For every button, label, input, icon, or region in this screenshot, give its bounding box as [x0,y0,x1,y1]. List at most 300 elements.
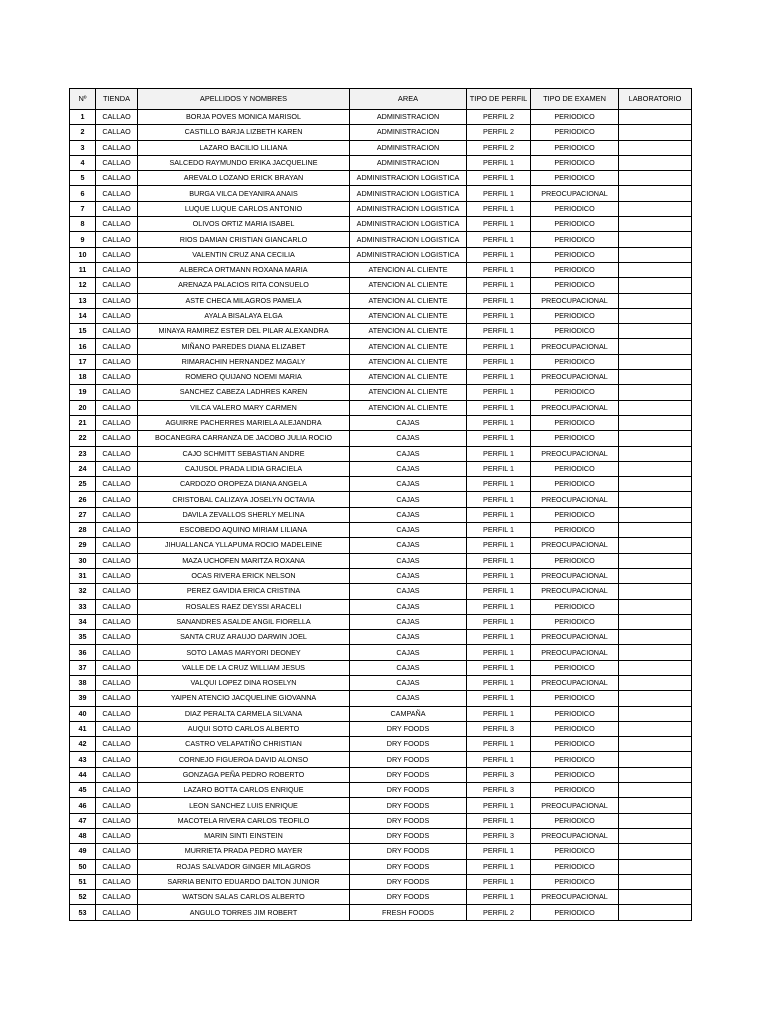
header-tipo-perfil: TIPO DE PERFIL [467,89,531,110]
cell-perfil: PERFIL 1 [467,400,531,415]
cell-examen: PREOCUPACIONAL [531,370,619,385]
table-row [70,630,692,645]
cell-name: MACOTELA RIVERA CARLOS TEOFILO [138,813,350,828]
cell-perfil: PERFIL 1 [467,553,531,568]
table-row [70,339,692,354]
table-row [70,186,692,201]
table-row [70,568,692,583]
cell-examen: PREOCUPACIONAL [531,645,619,660]
cell-perfil: PERFIL 1 [467,675,531,690]
cell-laboratorio [619,737,692,752]
cell-number: 36 [70,645,96,660]
cell-number: 16 [70,339,96,354]
cell-number: 47 [70,813,96,828]
cell-tienda: CALLAO [96,262,138,277]
cell-tienda: CALLAO [96,431,138,446]
cell-name: CASTRO VELAPATIÑO CHRISTIAN [138,737,350,752]
cell-laboratorio [619,477,692,492]
cell-name: DIAZ PERALTA CARMELA SILVANA [138,706,350,721]
table-row [70,828,692,843]
cell-area: ATENCION AL CLIENTE [350,354,467,369]
cell-area: DRY FOODS [350,798,467,813]
cell-laboratorio [619,752,692,767]
cell-name: VALQUI LOPEZ DINA ROSELYN [138,675,350,690]
table-row [70,370,692,385]
cell-area: FRESH FOODS [350,905,467,920]
cell-number: 32 [70,584,96,599]
cell-tienda: CALLAO [96,247,138,262]
cell-name: CAJO SCHMITT SEBASTIAN ANDRE [138,446,350,461]
cell-laboratorio [619,110,692,125]
cell-name: ROSALES RAEZ DEYSSI ARACELI [138,599,350,614]
cell-tienda: CALLAO [96,155,138,170]
cell-examen: PERIODICO [531,783,619,798]
cell-laboratorio [619,415,692,430]
cell-name: ROJAS SALVADOR GINGER MILAGROS [138,859,350,874]
cell-tienda: CALLAO [96,492,138,507]
cell-perfil: PERFIL 1 [467,339,531,354]
cell-examen: PERIODICO [531,140,619,155]
cell-perfil: PERFIL 1 [467,324,531,339]
cell-name: ROMERO QUIJANO NOEMI MARIA [138,370,350,385]
cell-perfil: PERFIL 1 [467,461,531,476]
cell-area: DRY FOODS [350,844,467,859]
cell-number: 24 [70,461,96,476]
cell-area: ADMINISTRACION [350,155,467,170]
cell-tienda: CALLAO [96,874,138,889]
cell-area: DRY FOODS [350,721,467,736]
cell-laboratorio [619,400,692,415]
cell-perfil: PERFIL 1 [467,706,531,721]
cell-area: CAJAS [350,630,467,645]
cell-examen: PERIODICO [531,553,619,568]
cell-examen: PERIODICO [531,721,619,736]
table-row [70,446,692,461]
table-row [70,507,692,522]
cell-examen: PREOCUPACIONAL [531,339,619,354]
table-row [70,844,692,859]
cell-examen: PREOCUPACIONAL [531,400,619,415]
cell-perfil: PERFIL 1 [467,370,531,385]
cell-name: GONZAGA PEÑA PEDRO ROBERTO [138,767,350,782]
cell-perfil: PERFIL 1 [467,477,531,492]
cell-laboratorio [619,507,692,522]
cell-tienda: CALLAO [96,538,138,553]
cell-examen: PERIODICO [531,171,619,186]
cell-number: 45 [70,783,96,798]
cell-tienda: CALLAO [96,614,138,629]
cell-examen: PERIODICO [531,614,619,629]
cell-name: SARRIA BENITO EDUARDO DALTON JUNIOR [138,874,350,889]
cell-number: 41 [70,721,96,736]
cell-perfil: PERFIL 1 [467,568,531,583]
cell-tienda: CALLAO [96,599,138,614]
cell-area: DRY FOODS [350,813,467,828]
cell-area: ATENCION AL CLIENTE [350,324,467,339]
cell-number: 12 [70,278,96,293]
cell-laboratorio [619,874,692,889]
cell-perfil: PERFIL 1 [467,844,531,859]
cell-laboratorio [619,553,692,568]
cell-area: ATENCION AL CLIENTE [350,370,467,385]
cell-tienda: CALLAO [96,584,138,599]
cell-perfil: PERFIL 2 [467,125,531,140]
cell-examen: PERIODICO [531,859,619,874]
cell-area: ATENCION AL CLIENTE [350,339,467,354]
table-row [70,553,692,568]
cell-perfil: PERFIL 1 [467,645,531,660]
cell-tienda: CALLAO [96,767,138,782]
cell-examen: PERIODICO [531,247,619,262]
cell-perfil: PERFIL 1 [467,354,531,369]
cell-laboratorio [619,125,692,140]
cell-perfil: PERFIL 1 [467,385,531,400]
cell-examen: PREOCUPACIONAL [531,446,619,461]
cell-tienda: CALLAO [96,293,138,308]
header-apellidos-nombres: APELLIDOS Y NOMBRES [138,89,350,110]
cell-area: CAJAS [350,691,467,706]
cell-number: 39 [70,691,96,706]
cell-name: RIOS DAMIAN CRISTIAN GIANCARLO [138,232,350,247]
cell-examen: PERIODICO [531,232,619,247]
cell-name: RIMARACHIN HERNANDEZ MAGALY [138,354,350,369]
cell-area: DRY FOODS [350,783,467,798]
cell-name: LAZARO BOTTA CARLOS ENRIQUE [138,783,350,798]
cell-name: ESCOBEDO AQUINO MIRIAM LILIANA [138,523,350,538]
cell-perfil: PERFIL 1 [467,798,531,813]
cell-number: 22 [70,431,96,446]
cell-area: ATENCION AL CLIENTE [350,262,467,277]
cell-laboratorio [619,538,692,553]
cell-tienda: CALLAO [96,308,138,323]
cell-number: 2 [70,125,96,140]
cell-tienda: CALLAO [96,752,138,767]
cell-number: 21 [70,415,96,430]
cell-area: CAJAS [350,675,467,690]
cell-name: CAJUSOL PRADA LIDIA GRACIELA [138,461,350,476]
table-row [70,675,692,690]
cell-number: 17 [70,354,96,369]
cell-number: 46 [70,798,96,813]
cell-tienda: CALLAO [96,186,138,201]
cell-tienda: CALLAO [96,400,138,415]
cell-laboratorio [619,293,692,308]
cell-tienda: CALLAO [96,110,138,125]
cell-laboratorio [619,584,692,599]
cell-tienda: CALLAO [96,813,138,828]
table-row [70,171,692,186]
table-row [70,767,692,782]
table-row [70,385,692,400]
table-row [70,614,692,629]
cell-examen: PERIODICO [531,461,619,476]
cell-tienda: CALLAO [96,201,138,216]
cell-examen: PERIODICO [531,477,619,492]
cell-name: OLIVOS ORTIZ MARIA ISABEL [138,217,350,232]
table-row [70,140,692,155]
cell-area: ATENCION AL CLIENTE [350,278,467,293]
cell-name: DAVILA ZEVALLOS SHERLY MELINA [138,507,350,522]
cell-perfil: PERFIL 1 [467,660,531,675]
cell-tienda: CALLAO [96,568,138,583]
cell-examen: PERIODICO [531,385,619,400]
cell-laboratorio [619,155,692,170]
cell-perfil: PERFIL 1 [467,431,531,446]
cell-number: 13 [70,293,96,308]
cell-area: ADMINISTRACION LOGISTICA [350,232,467,247]
table-row [70,308,692,323]
table-row [70,125,692,140]
cell-examen: PREOCUPACIONAL [531,186,619,201]
table-header [70,89,692,110]
cell-perfil: PERFIL 1 [467,614,531,629]
header-number: Nº [70,89,96,110]
cell-laboratorio [619,523,692,538]
cell-name: CARDOZO OROPEZA DIANA ANGELA [138,477,350,492]
cell-number: 50 [70,859,96,874]
table-row [70,155,692,170]
cell-perfil: PERFIL 3 [467,767,531,782]
cell-tienda: CALLAO [96,798,138,813]
cell-number: 4 [70,155,96,170]
cell-name: MIÑANO PAREDES DIANA ELIZABET [138,339,350,354]
cell-perfil: PERFIL 1 [467,186,531,201]
table-row [70,201,692,216]
cell-name: VALENTIN CRUZ ANA CECILIA [138,247,350,262]
cell-area: ADMINISTRACION [350,140,467,155]
cell-number: 10 [70,247,96,262]
cell-area: ADMINISTRACION LOGISTICA [350,247,467,262]
cell-area: CAJAS [350,645,467,660]
cell-laboratorio [619,247,692,262]
cell-tienda: CALLAO [96,737,138,752]
cell-laboratorio [619,446,692,461]
cell-name: AREVALO LOZANO ERICK BRAYAN [138,171,350,186]
cell-examen: PREOCUPACIONAL [531,798,619,813]
cell-laboratorio [619,767,692,782]
table-body [70,110,692,921]
table-row [70,247,692,262]
cell-name: WATSON SALAS CARLOS ALBERTO [138,890,350,905]
cell-laboratorio [619,798,692,813]
cell-area: ATENCION AL CLIENTE [350,293,467,308]
cell-laboratorio [619,232,692,247]
cell-number: 28 [70,523,96,538]
cell-laboratorio [619,370,692,385]
cell-area: CAJAS [350,523,467,538]
cell-name: YAIPEN ATENCIO JACQUELINE GIOVANNA [138,691,350,706]
cell-tienda: CALLAO [96,232,138,247]
cell-perfil: PERFIL 2 [467,110,531,125]
cell-tienda: CALLAO [96,905,138,920]
cell-examen: PREOCUPACIONAL [531,675,619,690]
cell-laboratorio [619,186,692,201]
header-tienda: TIENDA [96,89,138,110]
cell-name: CASTILLO BARJA LIZBETH KAREN [138,125,350,140]
cell-perfil: PERFIL 2 [467,905,531,920]
cell-name: MARIN SINTI EINSTEIN [138,828,350,843]
cell-number: 53 [70,905,96,920]
table-row [70,262,692,277]
table-row [70,783,692,798]
table-row [70,523,692,538]
cell-area: CAJAS [350,461,467,476]
cell-examen: PERIODICO [531,523,619,538]
cell-tienda: CALLAO [96,370,138,385]
cell-tienda: CALLAO [96,783,138,798]
cell-name: MAZA UCHOFEN MARITZA ROXANA [138,553,350,568]
cell-name: SANTA CRUZ ARAUJO DARWIN JOEL [138,630,350,645]
cell-area: ADMINISTRACION LOGISTICA [350,217,467,232]
cell-examen: PREOCUPACIONAL [531,492,619,507]
cell-laboratorio [619,385,692,400]
cell-perfil: PERFIL 2 [467,140,531,155]
cell-name: AUQUI SOTO CARLOS ALBERTO [138,721,350,736]
cell-name: JIHUALLANCA YLLAPUMA ROCIO MADELEINE [138,538,350,553]
cell-laboratorio [619,645,692,660]
cell-perfil: PERFIL 1 [467,691,531,706]
cell-area: ATENCION AL CLIENTE [350,308,467,323]
cell-tienda: CALLAO [96,446,138,461]
cell-number: 3 [70,140,96,155]
cell-name: LUQUE LUQUE CARLOS ANTONIO [138,201,350,216]
cell-tienda: CALLAO [96,721,138,736]
cell-name: ANGULO TORRES JIM ROBERT [138,905,350,920]
cell-area: DRY FOODS [350,859,467,874]
cell-tienda: CALLAO [96,706,138,721]
header-area: AREA [350,89,467,110]
cell-perfil: PERFIL 1 [467,538,531,553]
table-row [70,293,692,308]
cell-examen: PERIODICO [531,217,619,232]
cell-perfil: PERFIL 1 [467,890,531,905]
table-row [70,905,692,920]
cell-area: CAMPAÑA [350,706,467,721]
cell-examen: PREOCUPACIONAL [531,293,619,308]
cell-number: 52 [70,890,96,905]
cell-area: CAJAS [350,568,467,583]
cell-area: CAJAS [350,431,467,446]
cell-laboratorio [619,783,692,798]
cell-name: BURGA VILCA DEYANIRA ANAIS [138,186,350,201]
table-row [70,660,692,675]
cell-name: SOTO LAMAS MARYORI DEONEY [138,645,350,660]
cell-laboratorio [619,599,692,614]
table-row [70,706,692,721]
cell-laboratorio [619,568,692,583]
cell-number: 18 [70,370,96,385]
cell-number: 30 [70,553,96,568]
cell-laboratorio [619,721,692,736]
cell-number: 1 [70,110,96,125]
table-row [70,691,692,706]
cell-number: 27 [70,507,96,522]
cell-perfil: PERFIL 1 [467,171,531,186]
cell-tienda: CALLAO [96,660,138,675]
cell-area: CAJAS [350,446,467,461]
cell-name: LAZARO BACILIO LILIANA [138,140,350,155]
cell-examen: PERIODICO [531,660,619,675]
cell-laboratorio [619,614,692,629]
table-row [70,278,692,293]
table-row [70,813,692,828]
table-row [70,737,692,752]
cell-examen: PERIODICO [531,844,619,859]
cell-number: 40 [70,706,96,721]
cell-area: ADMINISTRACION [350,125,467,140]
cell-laboratorio [619,890,692,905]
cell-name: SALCEDO RAYMUNDO ERIKA JACQUELINE [138,155,350,170]
cell-laboratorio [619,140,692,155]
cell-area: CAJAS [350,553,467,568]
cell-number: 31 [70,568,96,583]
cell-examen: PERIODICO [531,324,619,339]
cell-examen: PERIODICO [531,278,619,293]
cell-perfil: PERFIL 3 [467,783,531,798]
cell-perfil: PERFIL 1 [467,813,531,828]
cell-number: 33 [70,599,96,614]
cell-number: 44 [70,767,96,782]
cell-examen: PERIODICO [531,201,619,216]
cell-perfil: PERFIL 1 [467,523,531,538]
cell-name: CRISTOBAL CALIZAYA JOSELYN OCTAVIA [138,492,350,507]
table-row [70,461,692,476]
cell-number: 26 [70,492,96,507]
cell-tienda: CALLAO [96,339,138,354]
cell-name: ARENAZA PALACIOS RITA CONSUELO [138,278,350,293]
cell-name: MURRIETA PRADA PEDRO MAYER [138,844,350,859]
cell-tienda: CALLAO [96,553,138,568]
cell-tienda: CALLAO [96,125,138,140]
cell-number: 49 [70,844,96,859]
table-row [70,798,692,813]
table-row [70,890,692,905]
cell-tienda: CALLAO [96,890,138,905]
cell-perfil: PERFIL 1 [467,278,531,293]
cell-area: CAJAS [350,415,467,430]
cell-name: LEON SANCHEZ LUIS ENRIQUE [138,798,350,813]
cell-area: ADMINISTRACION LOGISTICA [350,201,467,216]
cell-perfil: PERFIL 1 [467,232,531,247]
cell-perfil: PERFIL 1 [467,737,531,752]
table-row [70,217,692,232]
cell-name: AGUIRRE PACHERRES MARIELA ALEJANDRA [138,415,350,430]
header-row [70,89,692,110]
cell-area: DRY FOODS [350,767,467,782]
cell-tienda: CALLAO [96,630,138,645]
cell-number: 23 [70,446,96,461]
cell-number: 25 [70,477,96,492]
cell-laboratorio [619,262,692,277]
cell-examen: PERIODICO [531,308,619,323]
table-row [70,874,692,889]
cell-tienda: CALLAO [96,324,138,339]
cell-number: 8 [70,217,96,232]
cell-number: 19 [70,385,96,400]
cell-number: 37 [70,660,96,675]
cell-laboratorio [619,675,692,690]
cell-laboratorio [619,905,692,920]
cell-examen: PREOCUPACIONAL [531,890,619,905]
cell-tienda: CALLAO [96,278,138,293]
cell-laboratorio [619,660,692,675]
table-row [70,110,692,125]
table-row [70,324,692,339]
cell-name: VILCA VALERO MARY CARMEN [138,400,350,415]
header-laboratorio: LABORATORIO [619,89,692,110]
cell-area: CAJAS [350,477,467,492]
cell-laboratorio [619,339,692,354]
